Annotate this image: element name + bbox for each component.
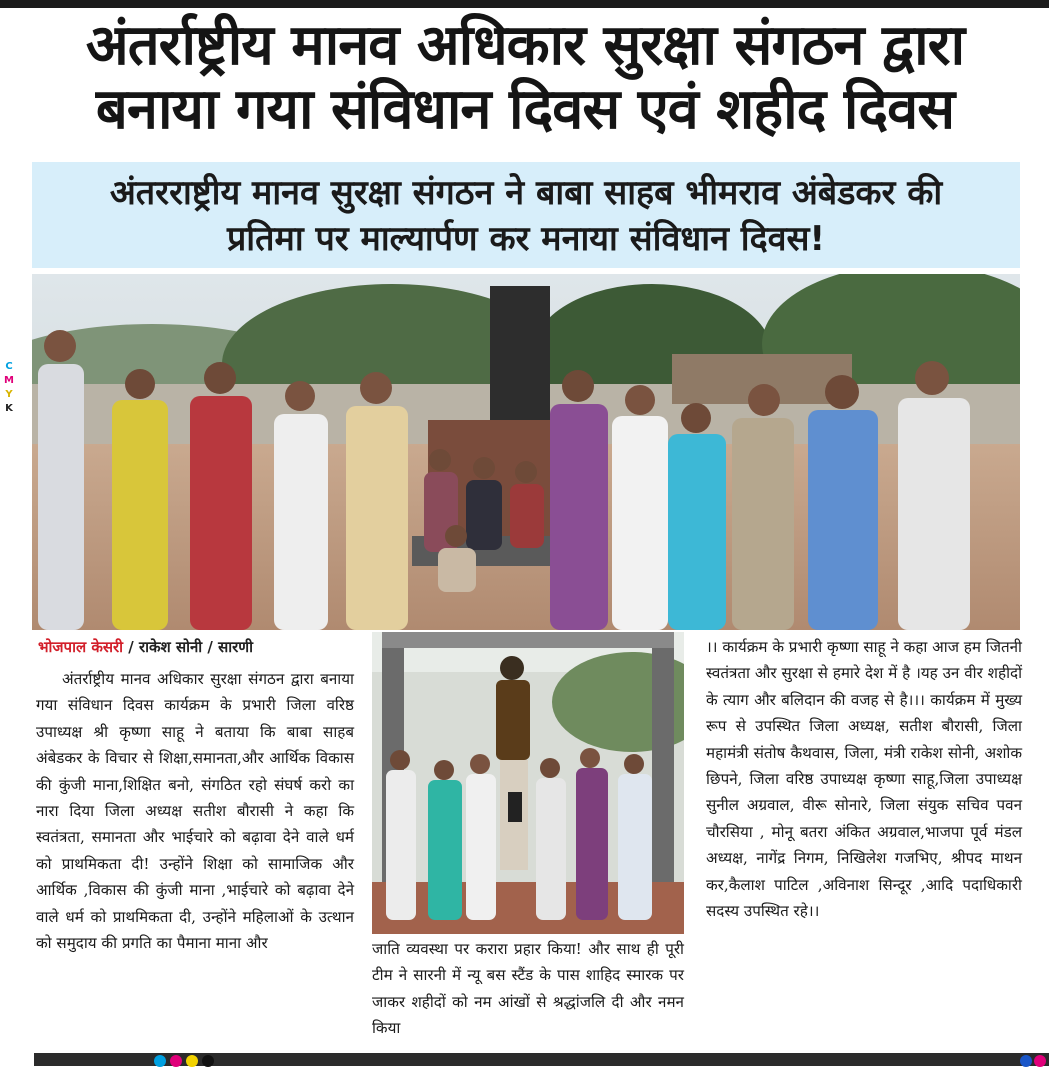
blue-registration-dot	[1020, 1055, 1032, 1067]
yellow-registration-dot	[186, 1055, 198, 1067]
article-column-2: जाति व्यवस्था पर करारा प्रहार किया! और साथ ही पूरी टीम ने सारनी में न्यू बस स्टैंड के पास शाहिद स्मारक पर जाकर शहीदों को नम आंखों से श्रद्धांजलि दी और नमन किया	[372, 940, 684, 1038]
main-photo-illustration	[32, 274, 1020, 630]
headline	[30, 14, 1020, 142]
cyan-registration-dot	[154, 1055, 166, 1067]
main-photo	[32, 274, 1020, 630]
byline-location: सारणी	[218, 638, 254, 656]
subheadline-line-1: अंतरराष्ट्रीय मानव सुरक्षा संगठन ने बाबा साहब भीमराव अंबेडकर की	[109, 173, 943, 213]
headline-line-2: बनाया गया संविधान दिवस एवं शहीद दिवस	[95, 77, 955, 142]
magenta-registration-dot	[170, 1055, 182, 1067]
headline-line-1: अंतर्राष्ट्रीय मानव अधिकार सुरक्षा संगठन द्वारा	[85, 13, 965, 78]
top-rule	[0, 0, 1049, 8]
byline-separator: /	[202, 638, 219, 656]
byline-source: भोजपाल केसरी	[38, 638, 124, 656]
article-column-3: ।। कार्यक्रम के प्रभारी कृष्णा साहू ने कहा आज हम जितनी स्वतंत्रता और सुरक्षा से हमारे देश में है ।यह उन वीर शहीदों के त्याग और बलिदान की वजह से है।।। कार्यक्रम में मुख्य रूप से उपस्थित जिला अध्यक्ष, सतीश बौरासी, जिला महामंत्री संतोष कैथवास, जिला, मंत्री राकेश सोनी, अशोक छिपने, जिला वरिष्ठ उपाध्यक्ष कृष्णा साहू,जिला उपाध्यक्ष सुनील अग्रवाल, वीरू सोनारे, जिला संयुक सचिव पवन चौरसिया , मोनू बतरा अंकित अग्रवाल,भाजपा पूर्व मंडल अध्यक्ष, नागेंद्र निगम, निखिलेश गजभिए, श्रीपद माथन कर,कैलाश पाटिल ,अविनाश सिन्दूर ,आदि पदाधिकारी सदस्य उपस्थित रहे।।	[706, 638, 1022, 921]
black-registration-dot	[202, 1055, 214, 1067]
byline	[38, 634, 368, 660]
magenta-registration-dot-right	[1034, 1055, 1046, 1067]
registration-marks: C M Y K	[4, 361, 14, 414]
byline-author: राकेश सोनी	[138, 638, 203, 656]
inset-photo	[372, 632, 684, 934]
article-column-1: अंतर्राष्ट्रीय मानव अधिकार सुरक्षा संगठन द्वारा बनाया गया संविधान दिवस कार्यक्रम के प्रभारी जिला वरिष्ठ उपाध्यक्ष श्री कृष्णा साहू ने बताया कि बाबा साहब अंबेडकर के विचार से शिक्षा,समानता,और आर्थिक विकास की कुंजी माना,शिक्षित बनो, संगठित रहो संघर्ष करो का नारा दिया जिला अध्यक्ष सतीश बौरासी ने कहा कि स्वतंत्रता, समानता और भाईचारे को बढ़ावा देने वाले धर्म को प्राथमिकता दी! उन्होंने शिक्षा को सामाजिक और आर्थिक ,विकास की कुंजी माना ,भाईचारे को बढ़ावा देने वाले धर्म को प्राथमिकता दी, उन्होंने महिलाओं के उत्थान को समुदाय की प्रगति का पैमाना माना और	[36, 670, 354, 953]
subheadline-line-2: प्रतिमा पर माल्यार्पण कर मनाया संविधान दिवस!	[226, 219, 826, 259]
subheadline	[32, 162, 1020, 268]
inset-photo-illustration	[372, 632, 684, 934]
byline-separator: /	[123, 638, 139, 656]
